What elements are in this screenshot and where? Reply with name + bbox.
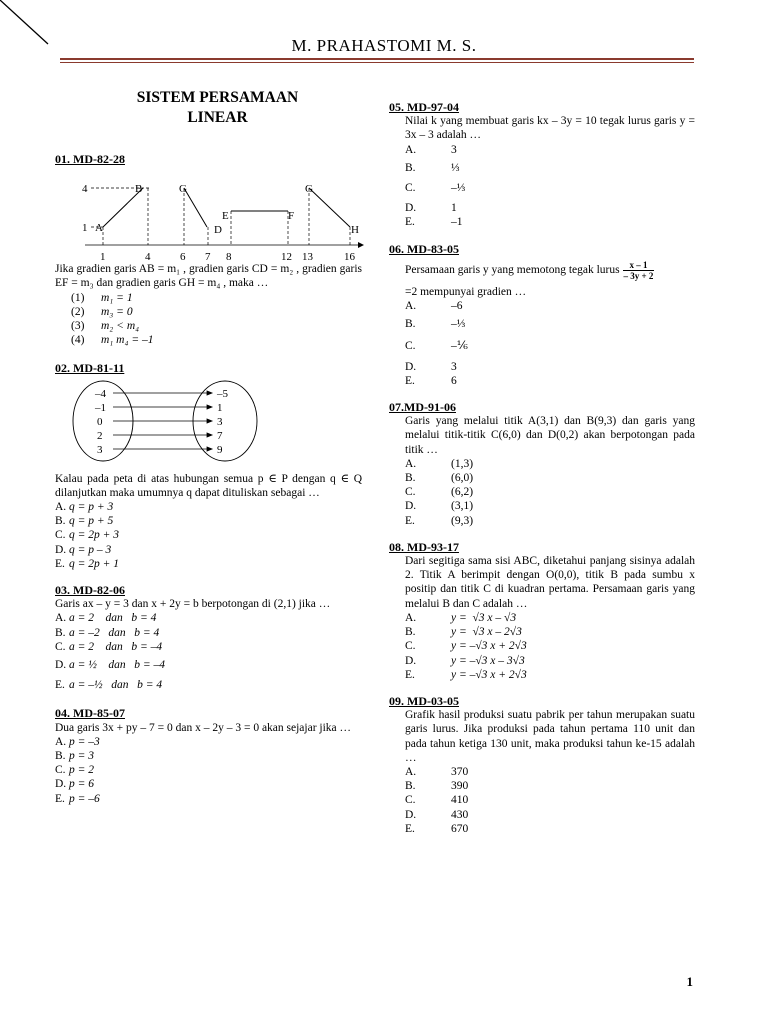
option: A. (1,3) <box>405 457 474 470</box>
question-head: 04. MD-85-07 <box>55 706 125 721</box>
question-text: Jika gradien garis AB = m₁ , gradien garis CD = m₂ , gradien garis EF = m₃ dan gradien garis GH = m₄ , maka … <box>55 263 362 290</box>
domain-item: 2 <box>97 429 103 442</box>
option: A. q = p + 3 <box>55 501 114 514</box>
label-H: H <box>351 224 359 237</box>
option: D. q = p – 3 <box>55 543 112 556</box>
label-B: B <box>135 183 143 196</box>
question-text: Grafik hasil produksi suatu pabrik per tahun merupakan suatu garis lurus. Jika produksi pada tahun pertama 110 unit dan pada tahun ketiga 130 unit, maka produksi tahun ke-15 adalah … <box>405 709 695 764</box>
label-A: A <box>95 222 103 235</box>
option: B. (6,0) <box>405 472 474 485</box>
question-03 <box>55 583 362 692</box>
page-title <box>55 88 380 128</box>
option: (2) m₃ = 0 <box>71 305 133 318</box>
codomain-item: –5 <box>217 387 228 400</box>
header-rule-thick <box>60 58 694 60</box>
question-04 <box>55 706 362 805</box>
question-07 <box>389 400 695 528</box>
option: B. a = –2 dan b = 4 <box>55 626 160 639</box>
option: E. a = –½ dan b = 4 <box>55 679 163 692</box>
question-06 <box>389 242 695 388</box>
question-head: 07.MD-91-06 <box>389 400 456 415</box>
x-tick: 6 <box>180 251 186 264</box>
option: C. (6,2) <box>405 486 474 499</box>
question-text: Persamaan garis y yang memotong tegak lurus $\frac{x - 1}{- 3y + 2}$ <box>405 259 654 281</box>
x-tick: 16 <box>344 251 355 264</box>
option: (4) m₁ m₄ = –1 <box>71 334 154 347</box>
option: C. q = 2p + 3 <box>55 529 120 542</box>
x-tick: 7 <box>205 251 211 264</box>
label-E: E <box>222 210 229 223</box>
question-text: Dari segitiga sama sisi ABC, diketahui panjang sisinya adalah 2. Titik A berimpit dengan O(0,0), titik B pada sumbu x positip dan titik C di kuadran pertama. Persamaan garis yang melalui B dan C adalah … <box>405 555 695 610</box>
question-text: Garis yang melalui titik A(3,1) dan B(9,3) dan garis yang melalui titik-titik C(6,0) dan D(0,2) akan berpotongan pada titik … <box>405 415 695 456</box>
option: A. a = 2 dan b = 4 <box>55 612 157 625</box>
option: B. y = √3 x – 2√3 <box>405 626 522 639</box>
question-01 <box>55 152 362 347</box>
x-tick: 12 <box>281 251 292 264</box>
fraction: $\frac{x - 1}{- 3y + 2}$ <box>623 259 654 281</box>
mapping-diagram <box>55 376 362 466</box>
question-09 <box>389 694 695 836</box>
option: B. p = 3 <box>55 750 95 763</box>
header-rule-thin <box>60 62 694 63</box>
title-line-1: SISTEM PERSAMAAN <box>136 89 299 106</box>
domain-item: –1 <box>95 401 106 414</box>
option: C. a = 2 dan b = –4 <box>55 640 163 653</box>
domain-item: 3 <box>97 443 103 456</box>
label-y4: 4 <box>82 183 88 196</box>
x-tick: 1 <box>100 251 106 264</box>
option: A. y = √3 x – √3 <box>405 611 517 624</box>
domain-item: –4 <box>95 387 106 400</box>
x-tick: 8 <box>226 251 232 264</box>
option: (3) m₂ < m₄ <box>71 320 140 333</box>
codomain-item: 9 <box>217 443 223 456</box>
option: E. 670 <box>405 822 469 835</box>
option: E. 6 <box>405 374 457 387</box>
option: E. (9,3) <box>405 514 474 527</box>
option: D. 430 <box>405 808 469 821</box>
option: A. 370 <box>405 765 469 778</box>
question-head: 05. MD-97-04 <box>389 100 459 114</box>
question-head: 03. MD-82-06 <box>55 583 125 598</box>
label-G1: G <box>179 183 187 196</box>
option: C. –⅓ <box>405 182 466 195</box>
right-column <box>389 100 695 836</box>
option: D. (3,1) <box>405 500 474 513</box>
option: B. 390 <box>405 780 469 793</box>
option: D. y = –√3 x – 3√3 <box>405 654 525 667</box>
option: A. 3 <box>405 143 457 156</box>
label-G2: G <box>305 183 313 196</box>
x-tick: 13 <box>302 251 313 264</box>
left-column <box>55 152 362 806</box>
question-text: Kalau pada peta di atas hubungan semua p ∈ P dengan q ∈ Q dilanjutkan maka umumnya q dapat dituliskan sebagai … <box>55 472 362 499</box>
title-line-2: LINEAR <box>187 109 248 126</box>
option: (1) m₁ = 1 <box>71 291 133 304</box>
option: E. y = –√3 x + 2√3 <box>405 668 527 681</box>
option: E. –1 <box>405 216 463 229</box>
question-head: 08. MD-93-17 <box>389 539 459 554</box>
option: C. 410 <box>405 794 469 807</box>
question-text: Dua garis 3x + py – 7 = 0 dan x – 2y – 3 = 0 akan sejajar jika … <box>55 721 352 734</box>
label-y1: 1 <box>82 222 88 235</box>
question-text-2: =2 mempunyai gradien … <box>405 285 527 298</box>
question-head: 02. MD-81-11 <box>55 361 125 376</box>
question-text: Nilai k yang membuat garis kx – 3y = 10 tegak lurus garis y = 3x – 3 adalah … <box>405 115 695 142</box>
option: B. q = p + 5 <box>55 515 114 528</box>
label-F: F <box>288 210 295 223</box>
option: D. p = 6 <box>55 778 95 791</box>
option: D. a = ½ dan b = –4 <box>55 659 166 672</box>
option: C. y = –√3 x + 2√3 <box>405 640 527 653</box>
label-D: D <box>214 224 222 237</box>
option: D. 1 <box>405 202 457 215</box>
page-number: 1 <box>686 974 693 989</box>
question-05 <box>389 100 695 230</box>
question-08 <box>389 540 695 682</box>
codomain-item: 3 <box>217 415 223 428</box>
question-head: 06. MD-83-05 <box>389 241 459 256</box>
question-head: 01. MD-82-28 <box>55 152 125 166</box>
codomain-item: 1 <box>217 401 223 414</box>
gradient-graph <box>55 166 362 264</box>
option: A. –6 <box>405 300 463 313</box>
question-head: 09. MD-03-05 <box>389 693 459 708</box>
question-02 <box>55 361 362 571</box>
option: D. 3 <box>405 360 457 373</box>
codomain-item: 7 <box>217 429 223 442</box>
option: E. p = –6 <box>55 792 100 805</box>
x-tick: 4 <box>145 251 151 264</box>
option: B. –⅓ <box>405 318 466 331</box>
option: E. q = 2p + 1 <box>55 557 120 570</box>
option: C. –⅙ <box>405 340 468 353</box>
option: B. ⅓ <box>405 161 460 174</box>
domain-item: 0 <box>97 415 103 428</box>
option: C. p = 2 <box>55 764 95 777</box>
question-text: Garis ax – y = 3 dan x + 2y = b berpotongan di (2,1) jika … <box>55 598 331 611</box>
option: A. p = –3 <box>55 735 100 748</box>
page-header-author: M. PRAHASTOMI M. S. <box>291 36 477 55</box>
